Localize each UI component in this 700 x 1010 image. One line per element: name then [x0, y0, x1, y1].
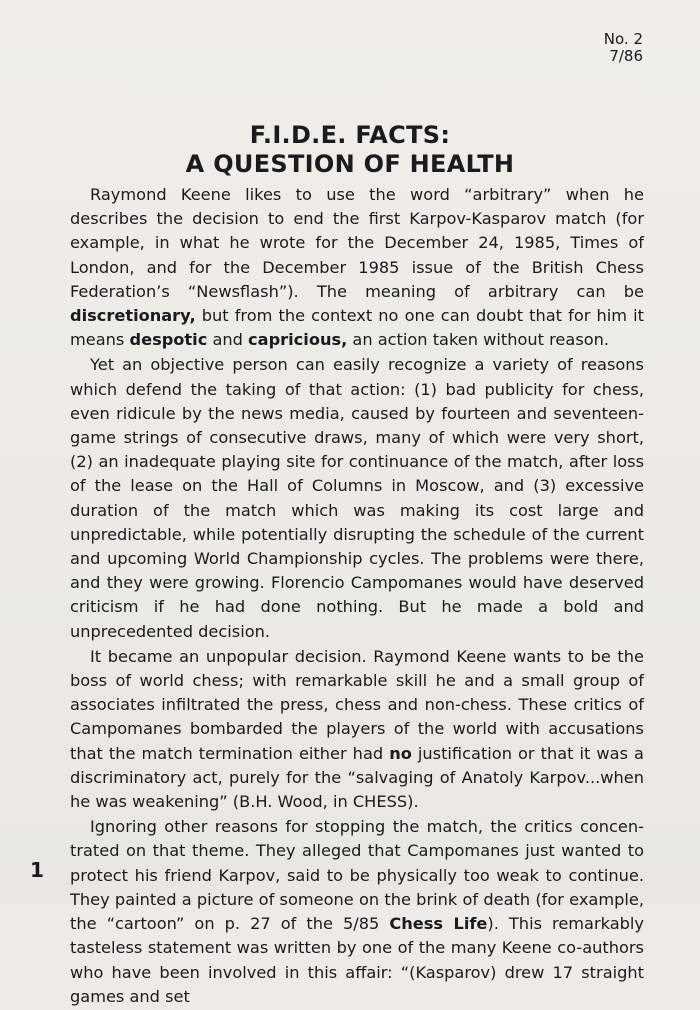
paragraph-4: [70, 815, 644, 1009]
paragraph-3-text-c: justification or that it was a discriminatory act, purely for the “salvaging of Anatoly Karpov...when he was weakening” (B.H. Wood, in CHESS).: [70, 743, 644, 812]
bold-term-chess-life: Chess Life: [389, 914, 488, 934]
paragraph-3-text-a: It became an unpopular decision. Raymond Keene wants to be the boss of world chess; with remarkable skill he and a small group of associates infiltrated the press, chess and non-chess. These critics of Campomanes bombarded the players of the world with accusations that the match termination either had: [70, 646, 644, 763]
bold-term-capricious: capricious,: [248, 330, 348, 350]
paragraph-1-text-d: and: [207, 330, 249, 350]
paragraph-4-text-c: ). This remarkably tasteless statement was written by one of the many Keene co-authors who have been involved in this affair: “(Kasparov) drew 17 straight games and set: [70, 914, 644, 1006]
issue-number: No. 2: [603, 30, 643, 48]
paragraph-1-text-c: but from the context no one can doubt that for him it means: [70, 306, 644, 350]
paragraph-4-text-a: Ignoring other reasons for stopping the match, the critics concentrated on that theme. They alleged that Campomanes just wanted to protect his friend Karpov, said to be physically too weak to continue. They painted a picture of someone on the brink of death (for example, the “cartoon” on p. 27 of the 5/85: [70, 817, 644, 934]
article-title-line-1: F.I.D.E. FACTS:: [249, 121, 451, 149]
issue-date: 7/86: [609, 47, 643, 65]
bold-term-no: no: [389, 743, 412, 763]
paragraph-3: [70, 645, 644, 814]
issue-info: [604, 31, 643, 65]
page-number: 1: [30, 858, 44, 882]
article-body: [70, 183, 644, 1010]
paragraph-2: Yet an objective person can easily recognize a variety of reasons which defend the taking of that action: (1) bad publicity for chess, even ridicule by the news media, caused by fourteen and seventeen-game strings of consecutive draws, many of which were very short, (2) an inadequate playing site for continuance of the match, after loss of the lease on the Hall of Columns in Moscow, and (3) excessive duration of the match which was making its cost large and unpredictable, while potentially disrupting the schedule of the current and upcoming World Championship cycles. The problems were there, and they were growing. Florencio Campomanes would have deserved criticism if he had done nothing. But he made a bold and unprecedented decision.: [70, 355, 644, 641]
paragraph-1-text-e: an action taken without reason.: [347, 330, 610, 350]
bold-term-discretionary: discretionary,: [70, 306, 196, 326]
bold-term-despotic: despotic: [129, 330, 208, 350]
paragraph-1-text-a: Raymond Keene likes to use the word “arbitrary” when he describes the decision to end the first Karpov-Kasparov match (for example, in what he wrote for the December 24, 1985, Times of London, and for the December 1985 issue of the British Chess Federation’s “Newsflash”). The meaning of arbitrary can be: [70, 185, 644, 301]
article-title-line-2: A QUESTION OF HEALTH: [185, 150, 515, 178]
paragraph-1: [70, 183, 644, 352]
